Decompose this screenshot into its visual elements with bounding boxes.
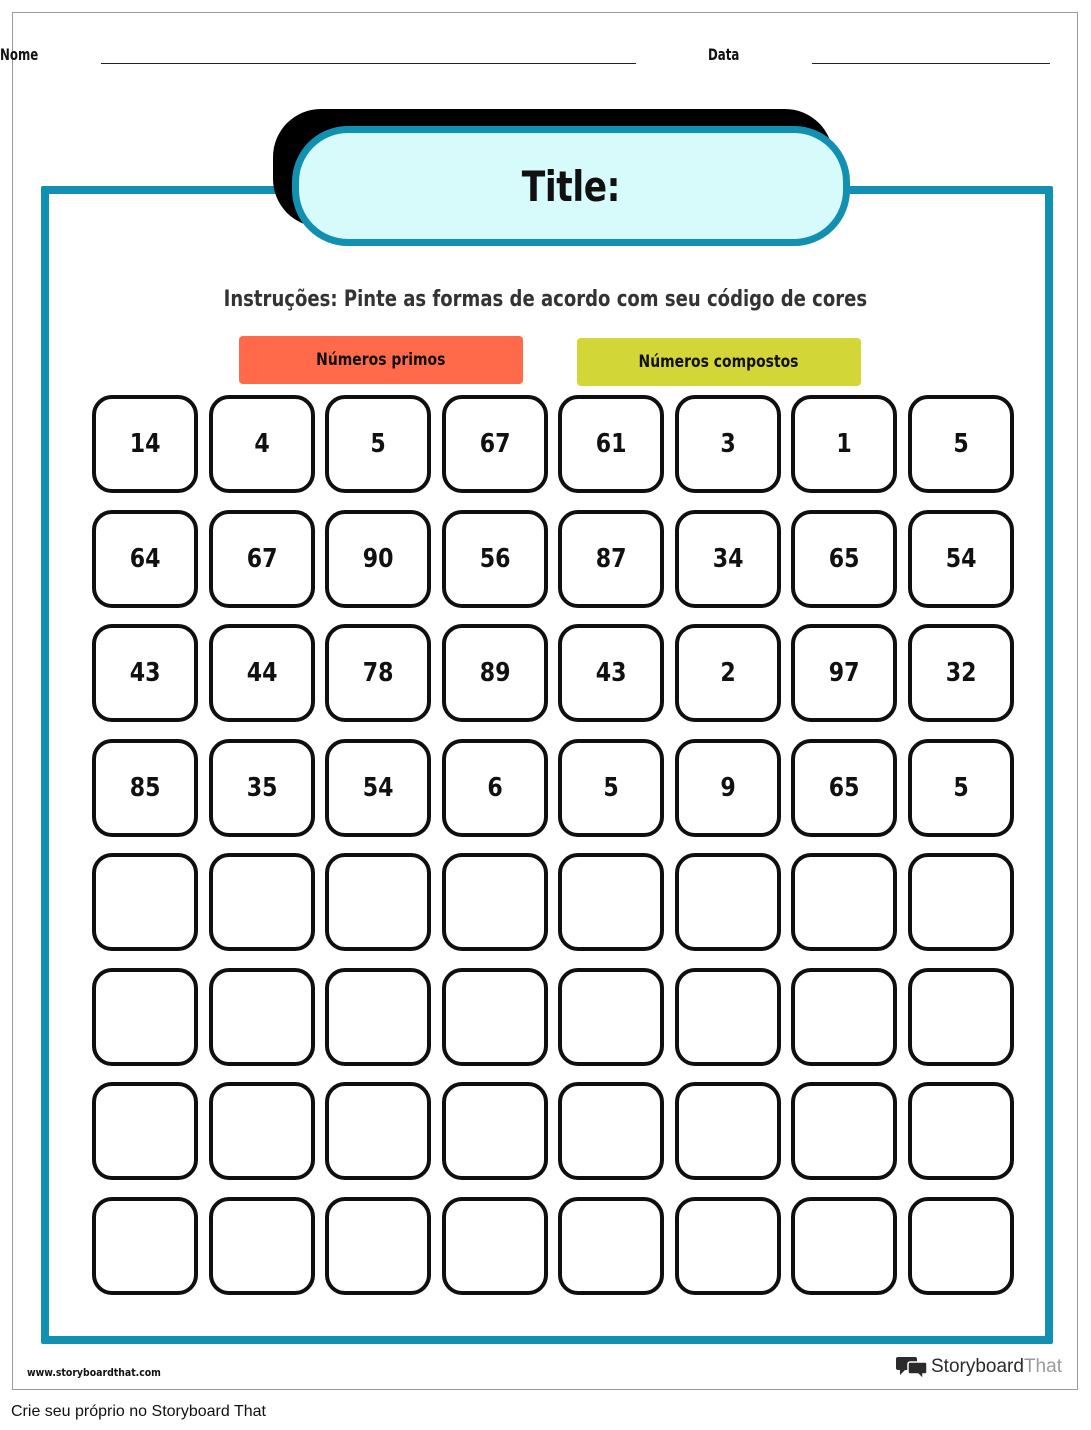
key-composite-label: Números compostos	[639, 352, 799, 372]
grid-cell-number: 32	[945, 658, 977, 688]
name-label: Nome	[0, 45, 39, 64]
grid-cell-number: 1	[836, 429, 852, 459]
grid-cell-number: 35	[246, 773, 278, 803]
grid-cell[interactable]	[675, 624, 781, 722]
grid-cell[interactable]	[209, 395, 315, 493]
brand-name: StoryboardThat	[931, 1356, 1062, 1377]
grid-cell[interactable]	[442, 624, 548, 722]
grid-cell[interactable]	[442, 853, 548, 951]
grid-cell[interactable]	[558, 1197, 664, 1295]
grid-cell[interactable]	[442, 395, 548, 493]
grid-cell-number: 3	[720, 429, 736, 459]
grid-cell-number: 67	[479, 429, 511, 459]
grid-cell[interactable]	[325, 395, 431, 493]
grid-cell[interactable]	[558, 968, 664, 1066]
grid-cell-number: 43	[129, 658, 161, 688]
grid-cell-number: 9	[720, 773, 736, 803]
grid-cell[interactable]	[442, 510, 548, 608]
grid-cell[interactable]	[442, 1082, 548, 1180]
grid-cell[interactable]	[908, 1082, 1014, 1180]
grid-cell[interactable]	[209, 968, 315, 1066]
grid-cell[interactable]	[791, 395, 897, 493]
grid-cell[interactable]	[908, 510, 1014, 608]
grid-cell[interactable]	[92, 624, 198, 722]
grid-cell-number: 54	[945, 544, 977, 574]
grid-cell[interactable]	[675, 1197, 781, 1295]
grid-cell[interactable]	[442, 1197, 548, 1295]
key-composite-numbers	[577, 338, 861, 386]
date-field-line[interactable]	[812, 63, 1050, 64]
grid-cell[interactable]	[558, 510, 664, 608]
grid-cell[interactable]	[791, 624, 897, 722]
grid-cell-number: 67	[246, 544, 278, 574]
grid-cell[interactable]	[791, 739, 897, 837]
grid-cell[interactable]	[209, 1197, 315, 1295]
grid-cell[interactable]	[791, 968, 897, 1066]
date-label: Data	[708, 45, 740, 64]
grid-cell[interactable]	[675, 395, 781, 493]
grid-cell-number: 54	[362, 773, 394, 803]
grid-cell[interactable]	[209, 510, 315, 608]
instructions-text: Instruções: Pinte as formas de acordo com seu código de cores	[223, 287, 868, 312]
speech-bubbles-icon	[896, 1354, 928, 1380]
grid-cell-number: 87	[595, 544, 627, 574]
grid-cell[interactable]	[442, 739, 548, 837]
grid-cell-number: 65	[828, 544, 860, 574]
grid-cell-number: 5	[370, 429, 386, 459]
grid-cell[interactable]	[675, 1082, 781, 1180]
grid-cell[interactable]	[558, 853, 664, 951]
grid-cell-number: 85	[129, 773, 161, 803]
grid-cell[interactable]	[325, 510, 431, 608]
grid-cell[interactable]	[558, 1082, 664, 1180]
grid-cell[interactable]	[908, 395, 1014, 493]
grid-cell[interactable]	[558, 624, 664, 722]
grid-cell[interactable]	[209, 853, 315, 951]
grid-cell[interactable]	[325, 624, 431, 722]
grid-cell[interactable]	[675, 739, 781, 837]
grid-cell-number: 44	[246, 658, 278, 688]
grid-cell[interactable]	[209, 624, 315, 722]
grid-cell-number: 56	[479, 544, 511, 574]
grid-cell[interactable]	[325, 853, 431, 951]
grid-cell[interactable]	[92, 853, 198, 951]
grid-cell[interactable]	[325, 1082, 431, 1180]
footer-url: www.storyboardthat.com	[27, 1366, 161, 1379]
grid-cell-number: 34	[712, 544, 744, 574]
grid-cell[interactable]	[209, 1082, 315, 1180]
grid-cell-number: 97	[828, 658, 860, 688]
grid-cell-number: 14	[129, 429, 161, 459]
grid-cell[interactable]	[92, 395, 198, 493]
grid-cell[interactable]	[325, 739, 431, 837]
grid-cell[interactable]	[92, 510, 198, 608]
grid-cell[interactable]	[791, 510, 897, 608]
grid-cell-number: 78	[362, 658, 394, 688]
storyboardthat-logo	[896, 1354, 1062, 1380]
grid-cell[interactable]	[908, 1197, 1014, 1295]
grid-cell[interactable]	[908, 853, 1014, 951]
grid-cell[interactable]	[92, 968, 198, 1066]
grid-cell-number: 64	[129, 544, 161, 574]
grid-cell-number: 5	[953, 773, 969, 803]
grid-cell[interactable]	[209, 739, 315, 837]
title-banner[interactable]	[292, 126, 850, 246]
grid-cell[interactable]	[558, 739, 664, 837]
grid-cell[interactable]	[791, 1082, 897, 1180]
name-field-line[interactable]	[101, 63, 636, 64]
grid-cell[interactable]	[908, 968, 1014, 1066]
grid-cell[interactable]	[675, 510, 781, 608]
grid-cell[interactable]	[791, 1197, 897, 1295]
grid-cell[interactable]	[92, 1082, 198, 1180]
grid-cell[interactable]	[908, 624, 1014, 722]
grid-cell-number: 65	[828, 773, 860, 803]
grid-cell[interactable]	[558, 395, 664, 493]
grid-cell[interactable]	[791, 853, 897, 951]
grid-cell[interactable]	[908, 739, 1014, 837]
page-title: Title:	[521, 161, 621, 211]
grid-cell-number: 61	[595, 429, 627, 459]
grid-cell[interactable]	[325, 968, 431, 1066]
grid-cell-number: 6	[487, 773, 503, 803]
grid-cell[interactable]	[92, 1197, 198, 1295]
grid-cell-number: 5	[953, 429, 969, 459]
grid-cell-number: 89	[479, 658, 511, 688]
grid-cell[interactable]	[675, 968, 781, 1066]
create-your-own-caption[interactable]: Crie seu próprio no Storyboard That	[11, 1403, 266, 1420]
grid-cell[interactable]	[675, 853, 781, 951]
key-prime-numbers	[239, 336, 523, 384]
key-prime-label: Números primos	[316, 350, 446, 370]
grid-cell-number: 2	[720, 658, 736, 688]
grid-cell[interactable]	[92, 739, 198, 837]
grid-cell[interactable]	[442, 968, 548, 1066]
grid-cell-number: 5	[603, 773, 619, 803]
grid-cell[interactable]	[325, 1197, 431, 1295]
grid-cell-number: 90	[362, 544, 394, 574]
grid-cell-number: 4	[254, 429, 270, 459]
grid-cell-number: 43	[595, 658, 627, 688]
